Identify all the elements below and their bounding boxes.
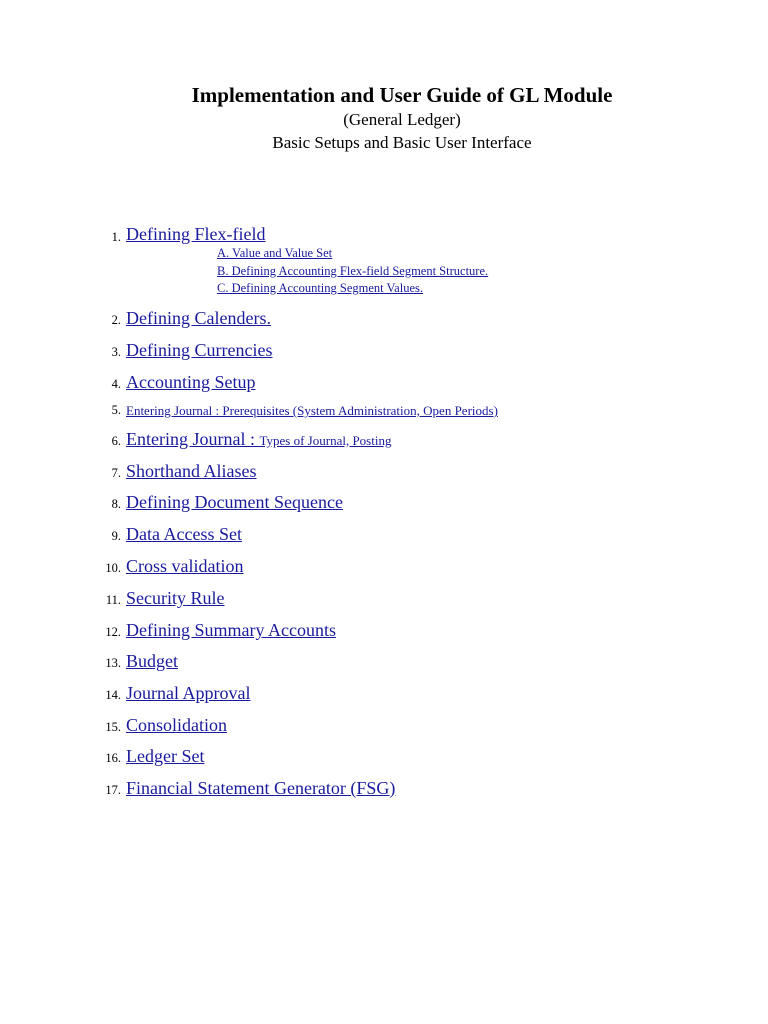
toc-item-number: 2. bbox=[111, 313, 121, 327]
toc-link-defining-flex-field[interactable]: Defining Flex-field bbox=[126, 224, 266, 244]
toc-item-number: 5. bbox=[111, 403, 121, 417]
toc-item-number: 10. bbox=[105, 561, 121, 575]
toc-link-accounting-setup[interactable]: Accounting Setup bbox=[126, 372, 256, 392]
toc-link-entering-journal-types[interactable] bbox=[126, 429, 391, 450]
toc-item-number: 7. bbox=[111, 466, 121, 480]
toc-item-number: 6. bbox=[111, 434, 121, 448]
toc-item-number: 12. bbox=[105, 625, 121, 639]
toc-link-label: Entering Journal : bbox=[126, 429, 260, 449]
toc-item-number: 17. bbox=[105, 783, 121, 797]
toc-item-number: 14. bbox=[105, 688, 121, 702]
toc-link-summary-accounts[interactable]: Defining Summary Accounts bbox=[126, 620, 336, 640]
toc-item-number: 3. bbox=[111, 345, 121, 359]
toc-item-number: 11. bbox=[105, 593, 121, 607]
toc-link-defining-calenders[interactable]: Defining Calenders. bbox=[126, 308, 271, 328]
toc-link-fsg[interactable]: Financial Statement Generator (FSG) bbox=[126, 778, 396, 798]
toc-link-entering-journal-prerequisites[interactable]: Entering Journal : Prerequisites (System Administration, Open Periods) bbox=[126, 403, 498, 418]
document-subtitle-2: Basic Setups and Basic User Interface bbox=[272, 133, 532, 152]
toc-link-data-access-set[interactable]: Data Access Set bbox=[126, 524, 242, 544]
toc-link-consolidation[interactable]: Consolidation bbox=[126, 715, 228, 735]
toc-link-security-rule[interactable]: Security Rule bbox=[126, 588, 225, 608]
toc-link-suffix: Types of Journal, Posting bbox=[259, 433, 392, 448]
toc-link-shorthand-aliases[interactable]: Shorthand Aliases bbox=[126, 461, 257, 481]
toc-sublink-segment-values[interactable]: C. Defining Accounting Segment Values. bbox=[217, 281, 423, 295]
toc-item-number: 9. bbox=[111, 529, 121, 543]
toc-item-number: 15. bbox=[105, 720, 121, 734]
toc-item-number: 8. bbox=[111, 497, 121, 511]
toc-link-ledger-set[interactable]: Ledger Set bbox=[126, 746, 205, 766]
toc-item-number: 16. bbox=[105, 751, 121, 765]
toc-link-journal-approval[interactable]: Journal Approval bbox=[126, 683, 251, 703]
toc-item-number: 13. bbox=[105, 656, 121, 670]
toc-link-cross-validation[interactable]: Cross validation bbox=[126, 556, 244, 576]
toc-sublink-segment-structure[interactable]: B. Defining Accounting Flex-field Segment Structure. bbox=[217, 264, 489, 278]
toc-link-budget[interactable]: Budget bbox=[126, 651, 178, 671]
toc-link-defining-currencies[interactable]: Defining Currencies bbox=[126, 340, 273, 360]
toc-item-number: 1. bbox=[111, 230, 121, 244]
toc-item-number: 4. bbox=[111, 377, 121, 391]
document-title: Implementation and User Guide of GL Module bbox=[191, 83, 613, 107]
toc-sublink-value-set[interactable]: A. Value and Value Set bbox=[217, 246, 333, 260]
toc-link-document-sequence[interactable]: Defining Document Sequence bbox=[126, 492, 343, 512]
document-subtitle: (General Ledger) bbox=[343, 110, 461, 129]
